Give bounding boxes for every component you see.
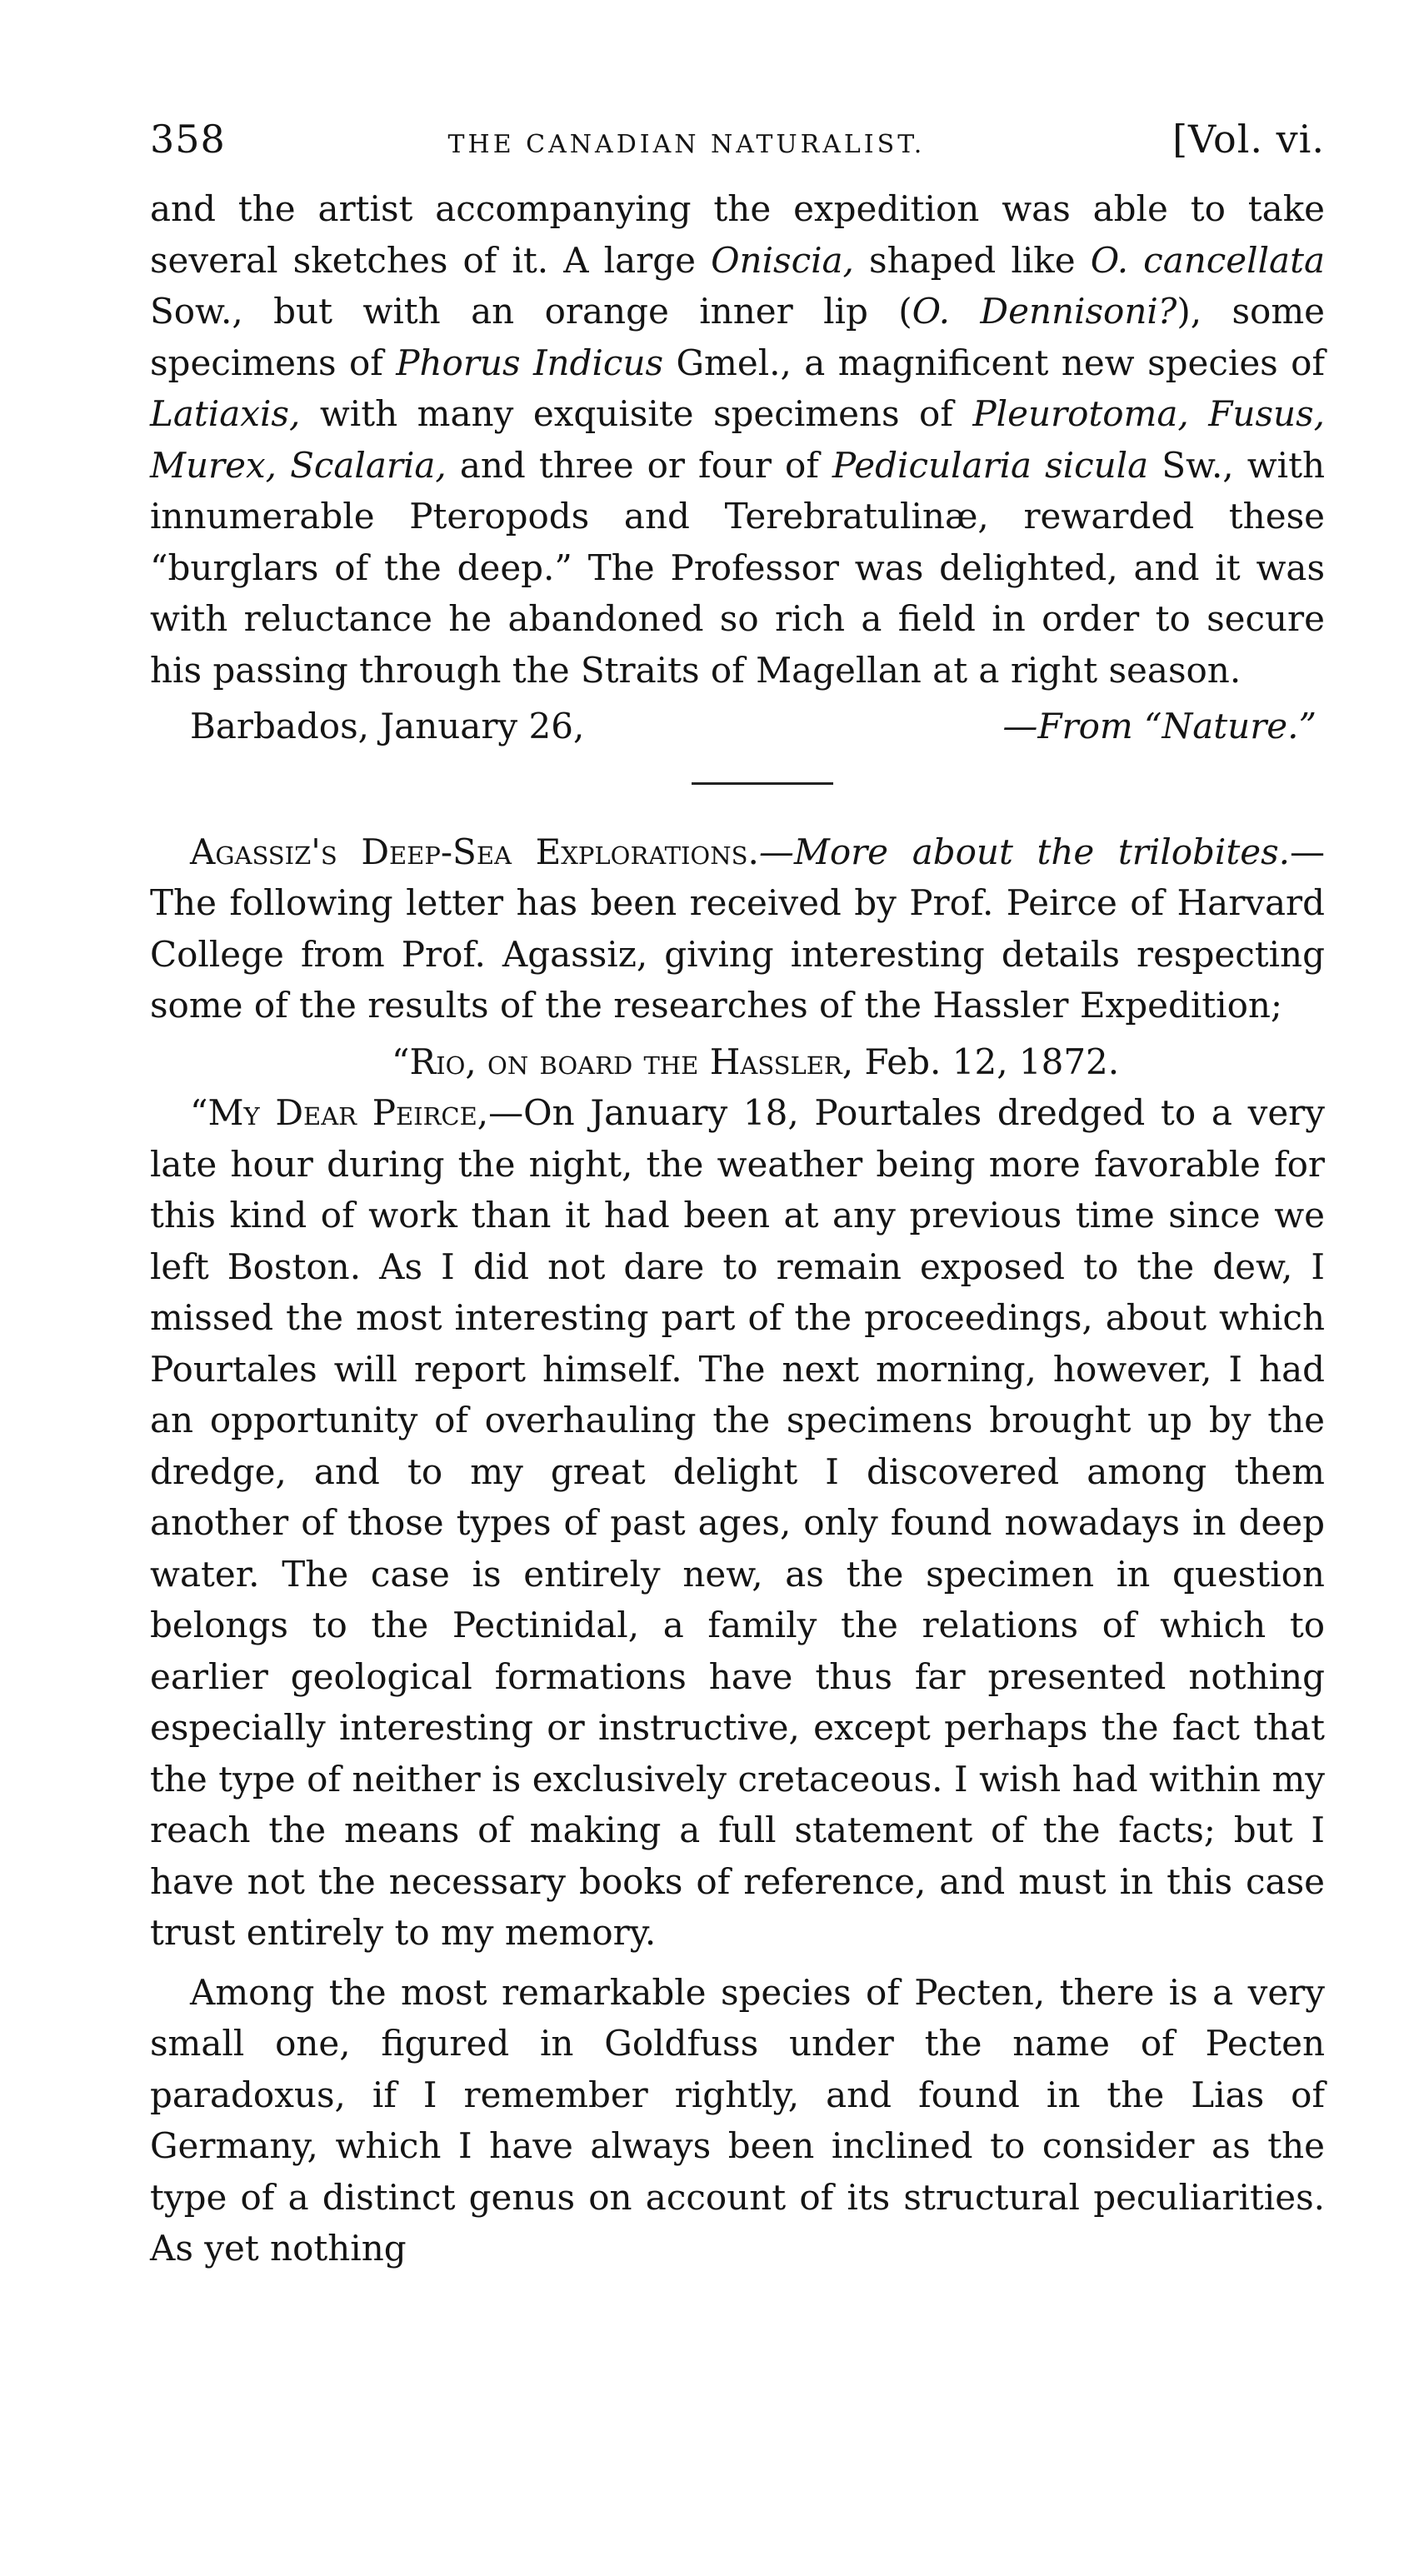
taxon-name: O. cancellata bbox=[1090, 239, 1325, 281]
dateline-source: —From “Nature.” bbox=[1002, 706, 1317, 746]
dateline-place-date: Barbados, January 26, bbox=[190, 706, 585, 746]
taxon-name: Phorus Indicus bbox=[396, 342, 664, 383]
page bbox=[150, 117, 1325, 2274]
taxon-name: Oniscia, bbox=[711, 239, 854, 281]
article-heading: Agassiz's Deep-Sea Explorations. bbox=[190, 831, 759, 872]
page-number: 358 bbox=[150, 117, 226, 162]
section-divider bbox=[692, 782, 833, 785]
letter-paragraph: “My Dear Peirce,—On January 18, Pourtales dredged to a very late hour during the night, the weather being more favorable for this kind of work than it had been at any previous time since we left Boston. As I did not dare to remain exposed to the dew, I missed the most interesting part of the proceedings, about which Pourtales will report himself. The next morning, however, I had an opportunity of overhauling the specimens brought up by the dredge, and to my great delight I discovered among them another of those types of past ages, only found nowadays in deep water. The case is entirely new, as the specimen in question belongs to the Pectinidal, a family the relations of which to earlier geological formations have thus far presented nothing especially interesting or instructive, except perhaps the fact that the type of neither is exclusively cretaceous. I wish had within my reach the means of making a full statement of the facts; but I have not the necessary books of reference, and must in this case trust entirely to my memory. bbox=[150, 1092, 1325, 1953]
journal-title: THE CANADIAN NATURALIST. bbox=[447, 130, 926, 159]
taxon-name: Pleurotoma, Fusus, Murex, Scalaria, bbox=[150, 393, 1325, 486]
taxon-name: Pedicularia sicula bbox=[832, 444, 1149, 486]
article-intro-paragraph: Agassiz's Deep-Sea Explorations.—More about the trilobites.—The following letter has been received by Prof. Peirce of Harvard College from Prof. Agassiz, giving interesting details respecting some of the results of the researches of the Hassler Expedition; bbox=[150, 831, 1325, 1026]
letter-salutation: My Dear Peirce, bbox=[207, 1092, 489, 1133]
taxon-name: Latiaxis, bbox=[150, 393, 301, 434]
letter-heading: “Rio, on board the Hassler, Feb. 12, 1872. bbox=[392, 1041, 1120, 1082]
taxon-name: O. Dennisoni? bbox=[912, 291, 1177, 332]
running-header bbox=[150, 117, 1325, 183]
article-subheading: —More about the trilobites. bbox=[758, 831, 1290, 872]
dateline bbox=[150, 701, 1325, 752]
volume-label: [Vol. vi. bbox=[1172, 117, 1325, 162]
paragraph-continuation: and the artist accompanying the expedition was able to take several sketches of it. A large Oniscia, shaped like O. cancellata Sow., but with an orange inner lip (O. Dennisoni?), some specimens of Phorus Indicus Gmel., a magnificent new species of Latiaxis, with many exquisite specimens of Pleurotoma, Fusus, Murex, Scalaria, and three or four of Pedicularia sicula Sw., with innumerable Pteropods and Terebratulinæ, rewarded these “burglars of the deep.” The Professor was delighted, and it was with reluctance he abandoned so rich a field in order to secure his passing through the Straits of Magellan at a right season. bbox=[150, 188, 1326, 691]
letter-paragraph: Among the most remarkable species of Pecten, there is a very small one, figured in Goldfuss under the name of Pecten paradoxus, if I remember rightly, and found in the Lias of Germany, which I have always been inclined to consider as the type of a distinct genus on account of its structural peculiarities. As yet nothing bbox=[150, 1971, 1325, 2269]
